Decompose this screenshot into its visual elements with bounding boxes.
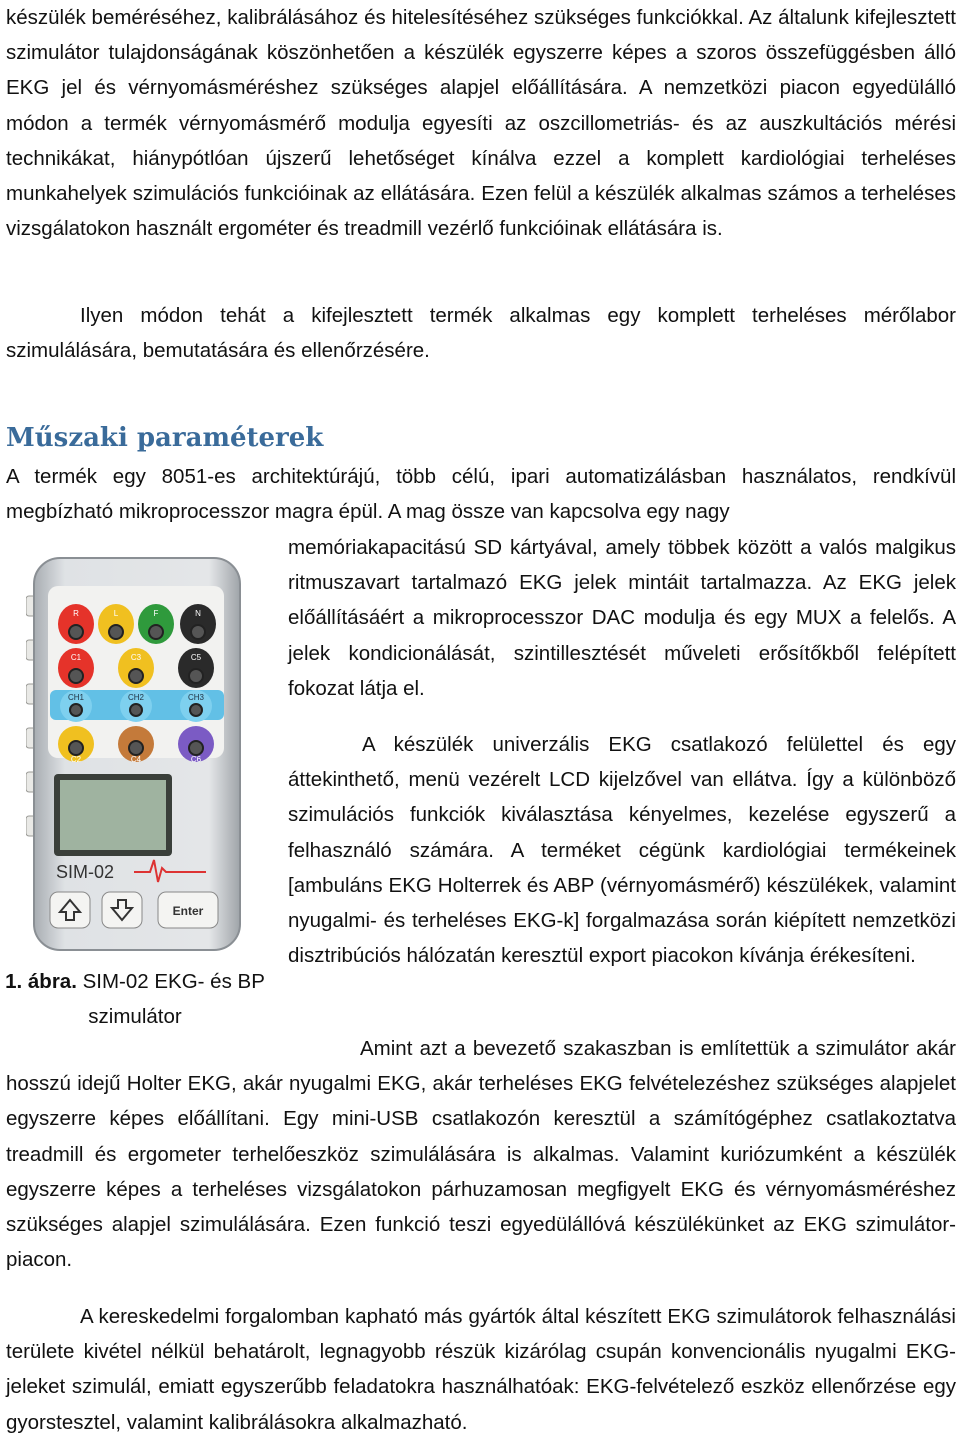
device-buttons bbox=[50, 892, 218, 928]
lead-label-c1: C1 bbox=[70, 653, 82, 662]
lead-label-ch3: CH3 bbox=[187, 693, 205, 702]
figure-caption-label: 1. ábra. bbox=[5, 970, 77, 993]
lead-label-r: R bbox=[73, 609, 79, 618]
lead-label-c3: C3 bbox=[130, 653, 142, 662]
figure-device-photo bbox=[26, 556, 246, 956]
lead-label-c6: C6 bbox=[190, 755, 202, 764]
lcd-screen bbox=[60, 780, 166, 850]
paragraph-interface: A készülék univerzális EKG csatlakozó felülettel és egy áttekinthető, menü vezérelt LCD kijelzővel van ellátva. Így a különböző szimulációs funkciók kiválasztása kényelmes, kezelése egyszerű a felhasználó számára. A terméket cégünk kardiológiai termékeinek [ambuláns EKG Holterrek és ABP (vérnyomásmérő) készülékek, valamint nyugalmi- és terheléses EKG-k] forgalmazása során kiépített nemzetközi disztribúciós hálózatán keresztül export piacokon kívánja érékesíteni. bbox=[288, 733, 956, 968]
figure-caption bbox=[0, 964, 270, 1034]
lead-label-c4: C4 bbox=[130, 755, 142, 764]
paragraph-tech-1: A termék egy 8051-es architektúrájú, több célú, ipari automatizálásban használatos, rendkívül megbízható mikroprocesszor magra épül. A mag össze van kapcsolva egy nagy bbox=[6, 465, 956, 524]
paragraph-intro: készülék beméréséhez, kalibrálásához és hitelesítéséhez szükséges funkciókkal. Az általunk kifejlesztett szimulátor tulajdonságának köszönhetően a készülék egyszerre képes a szoros összefüggésben álló EKG jel és vérnyomásméréshez szükséges alapjel előállítására. A nemzetközi piacon egyedülálló módon a termék vérnyomásmérő modulja egyesíti az oszcillometriás- és az auszkultációs mérési technikákat, hiánypótlóan újszerű lehetőséget kínálva ezzel a komplett kardiológiai terheléses munkahelyek szimulációs funkcióinak az ellátására. Ezen felül a készülék alkalmas számos a terheléses vizsgálatokon használt ergométer és treadmill vezérlő funkcióinak ellátására is. bbox=[6, 6, 956, 241]
lead-label-l: L bbox=[113, 609, 119, 618]
sim02-device-image bbox=[26, 556, 246, 956]
lead-label-c5: C5 bbox=[190, 653, 202, 662]
lead-label-ch1: CH1 bbox=[67, 693, 85, 702]
paragraph-summary: Ilyen módon tehát a kifejlesztett termék alkalmas egy komplett terheléses mérőlabor szimulálására, bemutatására és ellenőrzésére. bbox=[6, 304, 956, 363]
lead-label-c2: C2 bbox=[70, 755, 82, 764]
figure-caption-text: SIM-02 EKG- és BP szimulátor bbox=[76, 970, 265, 1028]
lead-label-f: F bbox=[153, 609, 159, 618]
paragraph-tech-1-cont: memóriakapacitású SD kártyával, amely többek között a valós malgikus ritmuszavart tartalmazó EKG jelek mintáit tartalmazza. Az EKG jelek előállításáért a mikroprocesszor DAC modulja és egy MUX a felelős. A jelek kondicionálását, szintillesztését műveleti erősítőkből felépített fokozat látja el. bbox=[288, 536, 956, 700]
paragraph-features: Amint azt a bevezető szakaszban is említettük a szimulátor akár hosszú idejű Holter EKG, akár nyugalmi EKG, akár terheléses EKG felvételezéshez szükséges alapjelet egyszerre képes előállítani. Egy mini-USB csatlakozón keresztül a számítógéphez csatlakoztatva treadmill és ergometer terhelőeszköz szimulálására is alkalmas. Valamint kuriózumként a készülék egyszerre képes a terheléses vizsgálatokon párhuzamosan megfigyelt EKG és vérnyomásméréshez szükséges alapjel szimulálására. Ezen funkció teszi egyedülállóvá készülékünket az EKG szimulátor-piacon. bbox=[6, 1037, 956, 1272]
lead-label-ch2: CH2 bbox=[127, 693, 145, 702]
paragraph-comparison: A kereskedelmi forgalomban kapható más gyártók által készített EKG szimulátorok felhasználási területe kivétel nélkül behatárolt, legnagyobb részük kizárólag csupán konvencionális nyugalmi EKG-jeleket szimulál, emiatt egyszerűbb feladatokra használhatóak: EKG-felvételező eszköz ellenőrzése egy gyorstesztel, valamint kalibrálásokra alkalmazható. bbox=[6, 1305, 956, 1434]
lead-label-n: N bbox=[195, 609, 201, 618]
section-heading: Műszaki paraméterek bbox=[6, 423, 324, 453]
enter-button-label: Enter bbox=[172, 904, 204, 918]
device-model-label: SIM-02 bbox=[56, 862, 115, 882]
